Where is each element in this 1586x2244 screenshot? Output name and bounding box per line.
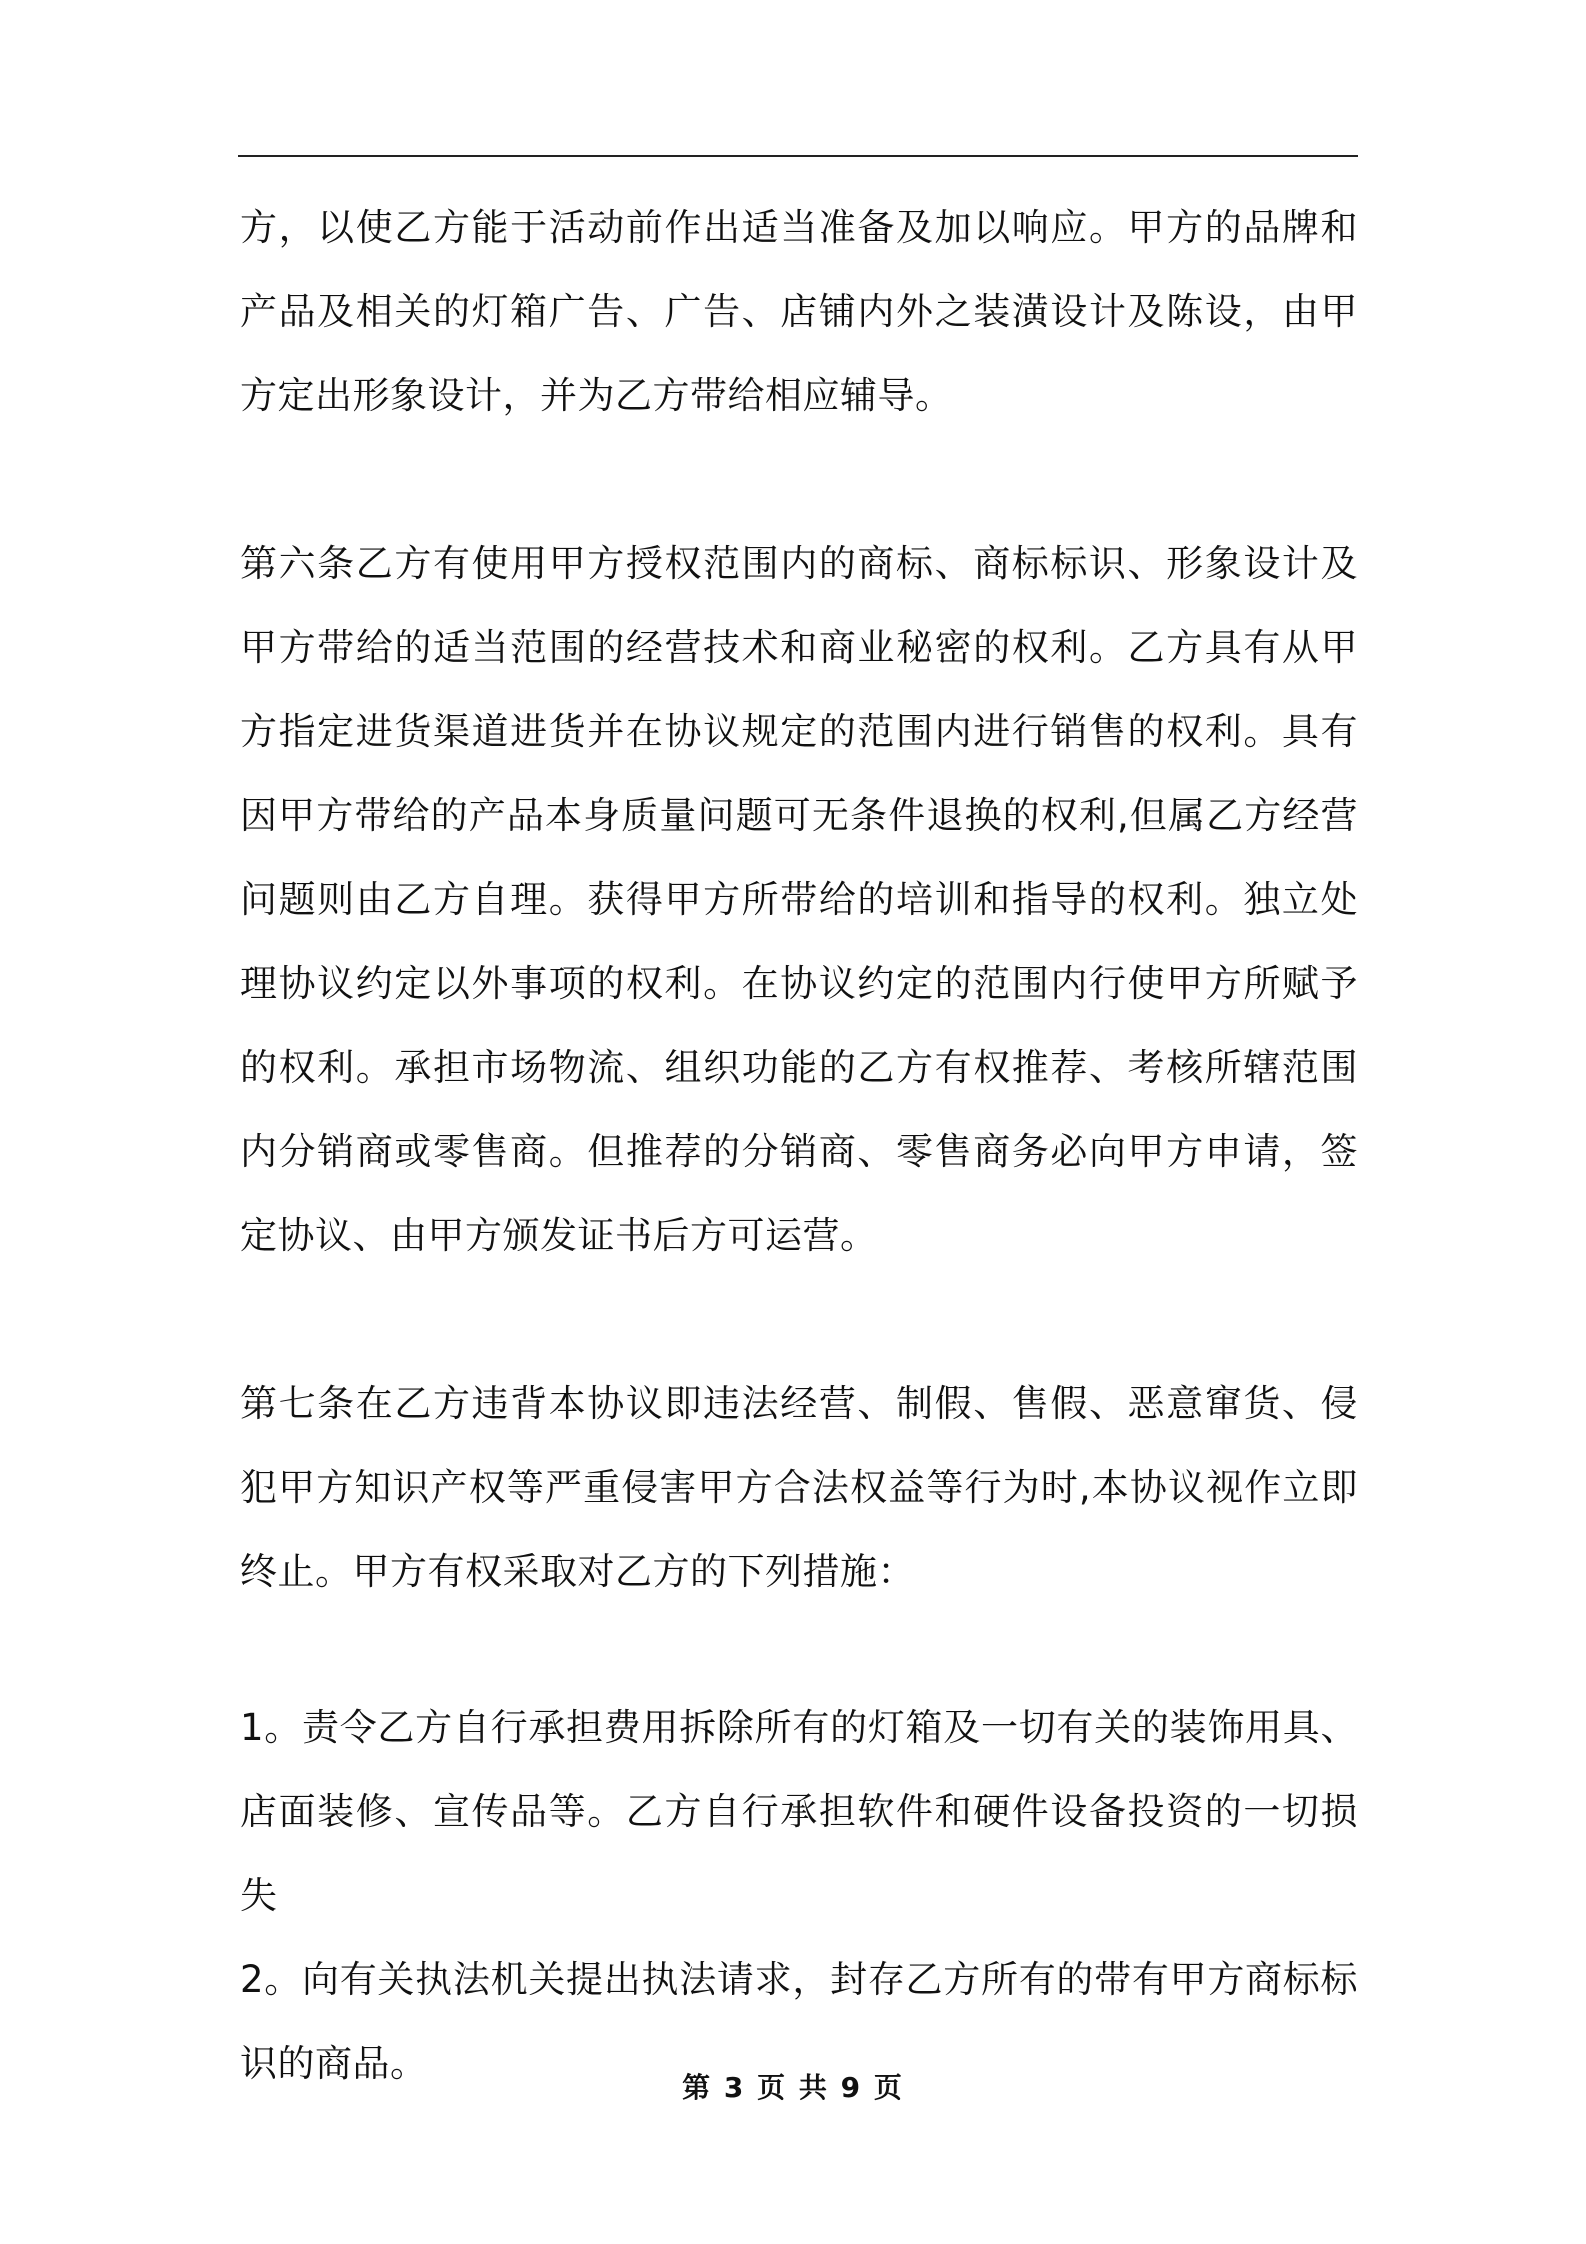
header-rule	[238, 155, 1358, 157]
paragraph-measure-1: 1。责令乙方自行承担费用拆除所有的灯箱及一切有关的装饰用具、店面装修、宣传品等。乙方自行承担软件和硬件设备投资的一切损失	[240, 1706, 1358, 1917]
paragraph-continuation: 方，以使乙方能于活动前作出适当准备及加以响应。甲方的品牌和产品及相关的灯箱广告、广告、店铺内外之装潢设计及陈设，由甲方定出形象设计，并为乙方带给相应辅导。	[240, 206, 1358, 417]
paragraph-article-7: 第七条在乙方违背本协议即违法经营、制假、售假、恶意窜货、侵犯甲方知识产权等严重侵害甲方合法权益等行为时,本协议视作立即终止。甲方有权采取对乙方的下列措施：	[240, 1382, 1358, 1593]
paragraph-gap	[240, 1614, 1358, 1686]
paragraph-gap	[240, 438, 1358, 522]
paragraph-article-6: 第六条乙方有使用甲方授权范围内的商标、商标标识、形象设计及甲方带给的适当范围的经营技术和商业秘密的权利。乙方具有从甲方指定进货渠道进货并在协议规定的范围内进行销售的权利。具有因甲方带给的产品本身质量问题可无条件退换的权利,但属乙方经营问题则由乙方自理。获得甲方所带给的培训和指导的权利。独立处理协议约定以外事项的权利。在协议约定的范围内行使甲方所赋予的权利。承担市场物流、组织功能的乙方有权推荐、考核所辖范围内分销商或零售商。但推荐的分销商、零售商务必向甲方申请，签定协议、由甲方颁发证书后方可运营。	[240, 542, 1358, 1257]
paragraph-measure-2: 2。向有关执法机关提出执法请求，封存乙方所有的带有甲方商标标识的商品。	[240, 1958, 1358, 2085]
page-number: 第 3 页 共 9 页	[682, 2071, 904, 2104]
document-body	[240, 186, 1358, 2106]
paragraph-gap	[240, 1278, 1358, 1362]
